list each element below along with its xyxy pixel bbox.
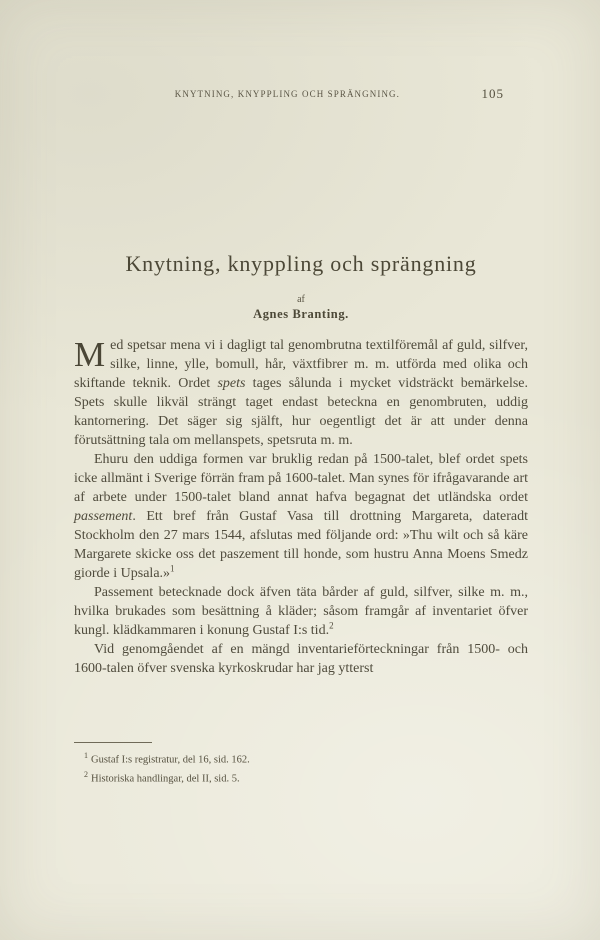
footnote-text: Historiska handlingar, del II, sid. 5. — [91, 773, 240, 784]
byline-prefix: af — [297, 294, 305, 305]
footnote — [74, 749, 528, 768]
text-run: Passement betecknade dock äfven täta bårder af guld, silfver, silke m. m., hvilka brukades som besättning å kläder; såsom framgår af inventariet öfver kungl. klädkammaren i konung Gustaf I:s tid. — [74, 585, 528, 638]
paragraph — [74, 336, 528, 450]
running-title: KNYTNING, KNYPPLING OCH SPRÄNGNING. — [174, 89, 401, 99]
page-number: 105 — [481, 86, 504, 101]
chapter-title: Knytning, knyppling och sprängning — [125, 251, 477, 276]
italic-term: passement — [74, 509, 133, 524]
page-header — [74, 86, 528, 102]
body-text — [74, 336, 528, 678]
footnote — [74, 768, 528, 787]
paragraph — [74, 450, 528, 583]
footnote-reference: 1 — [170, 563, 175, 574]
footnote-marker: 1 — [84, 751, 88, 760]
text-run: Ehuru den uddiga formen var bruklig redan på 1500-talet, blef ordet spets icke allmänt i Sverige förrän fram på 1600-talet. Man synes för ifrågavarande art af arbete under 1500-talet bland annat hafva begagnat det utländska ordet — [74, 452, 528, 505]
footnote-reference: 2 — [329, 620, 334, 631]
footnote-rule — [74, 742, 152, 743]
italic-term: spets — [217, 376, 246, 391]
footnotes-section — [74, 742, 528, 786]
footnote-text: Gustaf I:s registratur, del 16, sid. 162. — [91, 754, 250, 766]
paragraph — [74, 640, 528, 678]
footnote-list — [74, 749, 528, 786]
drop-cap: M — [74, 335, 106, 374]
footnote-marker: 2 — [84, 769, 88, 779]
paragraph — [74, 583, 528, 640]
text-run: . Ett bref från Gustaf Vasa till drottning Margareta, dateradt Stockholm den 27 mars 1544, afslutas med följande ord: »Thu wilt och så käre Margarete skicke oss det paszement till honde, som hustru Anna Moens Smedz giorde i Upsala.» — [74, 509, 528, 581]
text-run: ed spetsar mena vi i dagligt tal genombrutna textilföremål af guld, silfver, silke, linne, ylle, bomull, hår, växtfibrer m. m. utförda med olika och skiftande teknik. Ordet — [74, 338, 528, 391]
text-run: tages sålunda i mycket vidsträckt bemärkelse. Spets skulle likväl strängt taget endast beteckna en genombruten, uddig kantornering. Det säger sig själft, hur oegentligt det är att under denna förutsättning tala om mellanspets, spetsruta m. m. — [74, 376, 528, 448]
text-run: Vid genomgåendet af en mängd inventarieförteckningar från 1500- och 1600-talen öfver svenska kyrkoskrudar har jag ytterst — [74, 642, 528, 676]
author-name: Agnes Branting. — [253, 307, 349, 321]
